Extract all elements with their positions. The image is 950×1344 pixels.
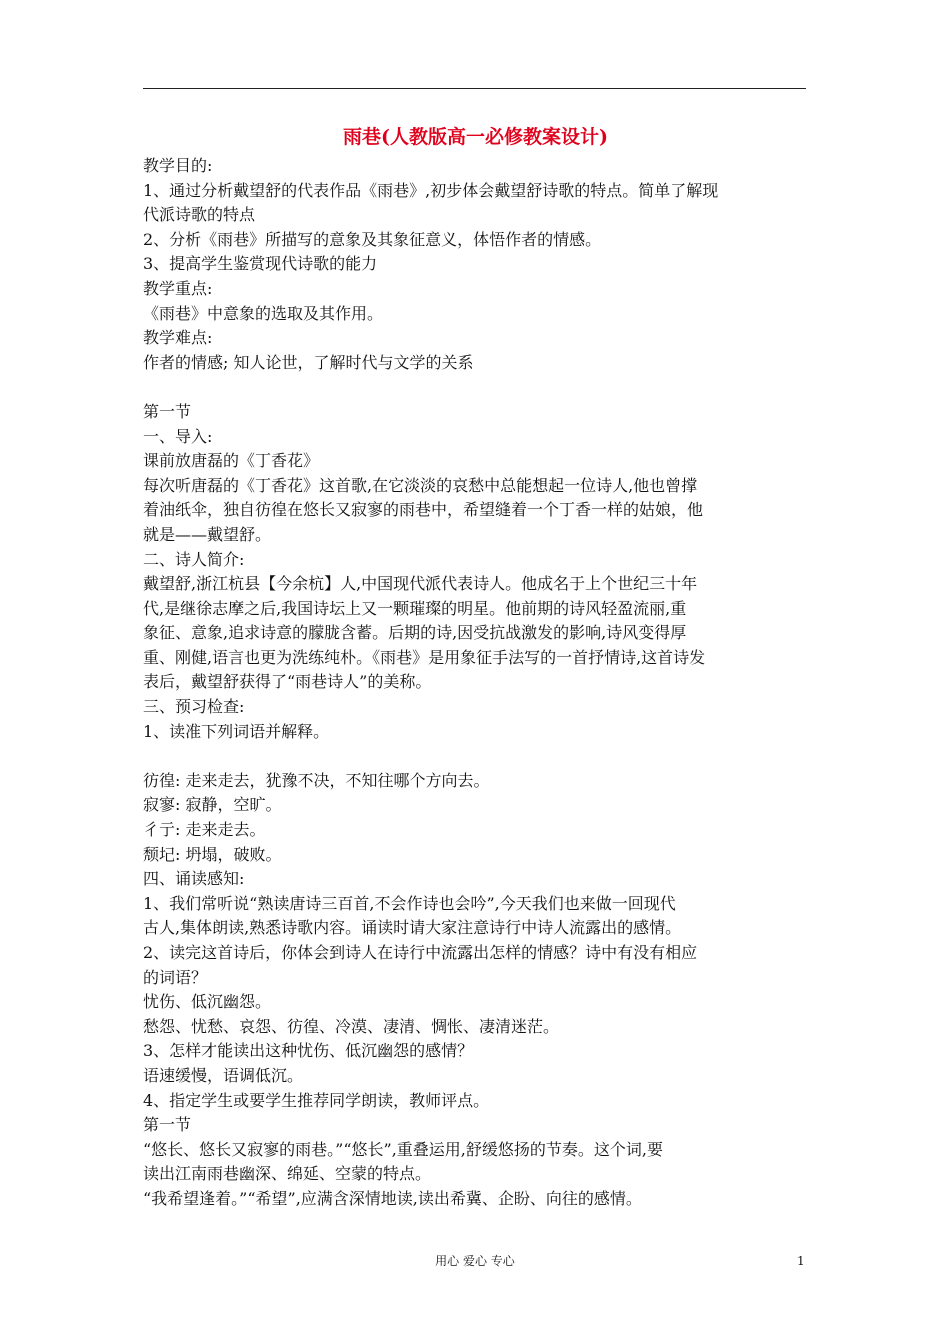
text-line: 古人,集体朗读,熟悉诗歌内容。诵读时请大家注意诗行中诗人流露出的感情。 [143, 918, 682, 938]
text-line: 教学重点: [143, 278, 213, 298]
text-line: 愁怨、忧愁、哀怨、彷徨、冷漠、凄清、惆怅、凄清迷茫。 [143, 1016, 560, 1036]
text-line: 重、刚健,语言也更为洗练纯朴。《雨巷》是用象征手法写的一首抒情诗,这首诗发 [143, 647, 706, 667]
text-line: “我希望逢着。”“希望”,应满含深情地读,读出希冀、企盼、向往的感情。 [143, 1188, 642, 1208]
blank-line [143, 744, 808, 769]
text-line: 4、指定学生或要学生推荐同学朗读，教师评点。 [143, 1090, 490, 1110]
text-line: 代,是继徐志摩之后,我国诗坛上又一颗璀璨的明星。他前期的诗风轻盈流丽,重 [143, 598, 687, 618]
text-line: 四、诵读感知: [143, 869, 245, 889]
text-line: 1、通过分析戴望舒的代表作品《雨巷》,初步体会戴望舒诗歌的特点。简单了解现 [143, 180, 719, 200]
text-line: 代派诗歌的特点 [143, 205, 256, 225]
text-line: 《雨巷》中意象的选取及其作用。 [143, 303, 384, 323]
text-line: 第一节 [143, 401, 192, 421]
text-line: 的词语？ [143, 967, 208, 987]
blank-line [143, 375, 808, 400]
text-line: 彳亍: 走来走去。 [143, 820, 266, 840]
text-line: 寂寥: 寂静，空旷。 [143, 795, 282, 815]
header-rule [143, 88, 806, 89]
text-line: “悠长、悠长又寂寥的雨巷。”“悠长”,重叠运用,舒缓悠扬的节奏。这个词,要 [143, 1139, 663, 1159]
text-line: 彷徨: 走来走去，犹豫不决，不知往哪个方向去。 [143, 770, 490, 790]
text-line: 教学难点: [143, 328, 213, 348]
text-line: 3、提高学生鉴赏现代诗歌的能力 [143, 254, 378, 274]
text-line: 3、怎样才能读出这种忧伤、低沉幽怨的感情？ [143, 1041, 474, 1061]
text-line: 忧伤、低沉幽怨。 [143, 992, 272, 1012]
text-line: 读出江南雨巷幽深、绵延、空蒙的特点。 [143, 1164, 432, 1184]
document-page [143, 120, 808, 1212]
text-line: 一、导入: [143, 426, 213, 446]
text-line: 象征、意象,追求诗意的朦胧含蓄。后期的诗,因受抗战激发的影响,诗风变得厚 [143, 623, 687, 643]
text-line: 1、我们常听说“熟读唐诗三百首,不会作诗也会吟”,今天我们也来做一回现代 [143, 893, 676, 913]
text-line: 课前放唐磊的《丁香花》 [143, 451, 320, 471]
document-body [143, 154, 808, 1212]
text-line: 第一节 [143, 1115, 192, 1135]
text-line: 表后，戴望舒获得了“雨巷诗人”的美称。 [143, 672, 432, 692]
text-line: 二、诗人简介: [143, 549, 245, 569]
document-title: 雨巷(人教版高一必修教案设计) [343, 126, 608, 148]
text-line: 1、读准下列词语并解释。 [143, 721, 330, 741]
text-line: 教学目的: [143, 156, 213, 175]
text-line: 着油纸伞，独自彷徨在悠长又寂寥的雨巷中，希望缝着一个丁香一样的姑娘，他 [143, 500, 704, 520]
text-line: 作者的情感; 知人论世，了解时代与文学的关系 [143, 352, 474, 372]
text-line: 2、分析《雨巷》所描写的意象及其象征意义，体悟作者的情感。 [143, 229, 602, 249]
text-line: 三、预习检查: [143, 697, 245, 717]
page-number: 1 [797, 1254, 805, 1268]
text-line: 2、读完这首诗后，你体会到诗人在诗行中流露出怎样的情感？诗中有没有相应 [143, 943, 698, 962]
text-line: 语速缓慢，语调低沉。 [143, 1065, 304, 1085]
text-line: 颓圮: 坍塌，破败。 [143, 844, 282, 864]
text-line: 就是——戴望舒。 [143, 524, 272, 544]
text-line: 每次听唐磊的《丁香花》这首歌,在它淡淡的哀愁中总能想起一位诗人,他也曾撑 [143, 475, 698, 495]
text-line: 戴望舒,浙江杭县【今余杭】人,中国现代派代表诗人。他成名于上个世纪三十年 [143, 574, 698, 594]
footer-motto: 用心 爱心 专心 [435, 1254, 515, 1268]
